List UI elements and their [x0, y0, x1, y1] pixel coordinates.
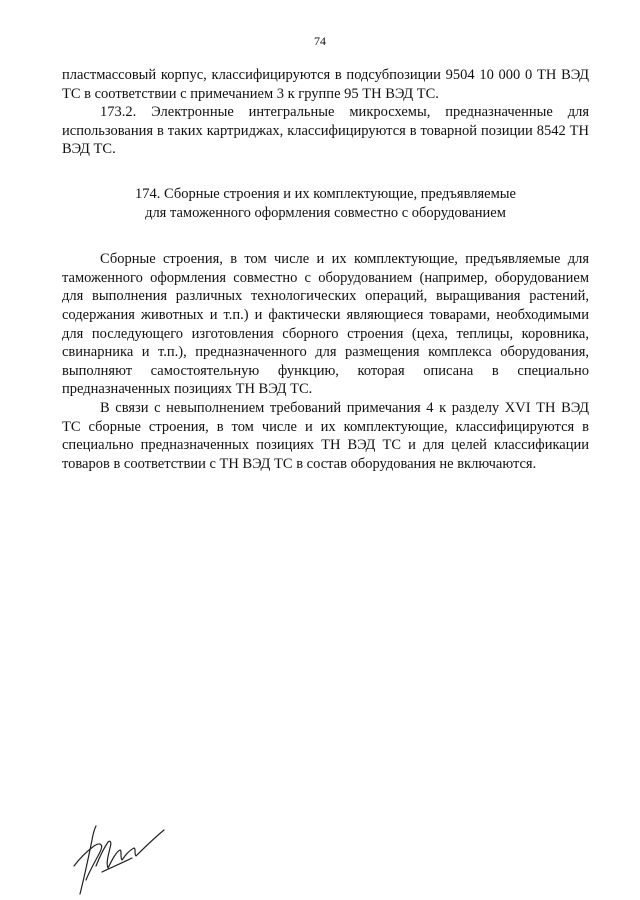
- handwritten-signature-icon: [66, 820, 166, 896]
- section-heading-line-2: для таможенного оформления совместно с оборудованием: [145, 204, 506, 221]
- section-heading-line-1: 174. Сборные строения и их комплектующие, предъявляемые: [135, 185, 516, 202]
- section-heading-174: [62, 185, 589, 222]
- document-body: [62, 66, 589, 473]
- paragraph-continuation: пластмассовый корпус, классифицируются в подсубпозиции 9504 10 000 0 ТН ВЭД ТС в соответствии с примечанием 3 к группе 95 ТН ВЭД ТС.: [62, 67, 589, 102]
- paragraph-173-2: 173.2. Электронные интегральные микросхемы, предназначенные для использования в таких картриджах, классифицируются в товарной позиции 8542 ТН ВЭД ТС.: [62, 104, 589, 158]
- paragraph-note-section-xvi: В связи с невыполнением требований примечания 4 к разделу XVI ТН ВЭД ТС сборные строения, в том числе и их комплектующие, классифицируются в специально предназначенных позициях ТН ВЭД ТС и для целей классификации товаров в соответствии с ТН ВЭД ТС в состав оборудования не включаются.: [62, 399, 589, 472]
- paragraph-prefab-buildings: Сборные строения, в том числе и их комплектующие, предъявляемые для таможенного оформления совместно с оборудованием (например, оборудованием для выполнения различных технологических операций, выращивания растений, содержания животных и т.п.) и фактически являющиеся товарами, необходимыми для последующего изготовления сборного строения (цеха, теплицы, коровника, свинарника и т.п.), предназначенного для размещения комплекса оборудования, выполняют самостоятельную функцию, которая описана в специально предназначенных позициях ТН ВЭД ТС.: [62, 251, 589, 398]
- page-number: 74: [314, 34, 326, 48]
